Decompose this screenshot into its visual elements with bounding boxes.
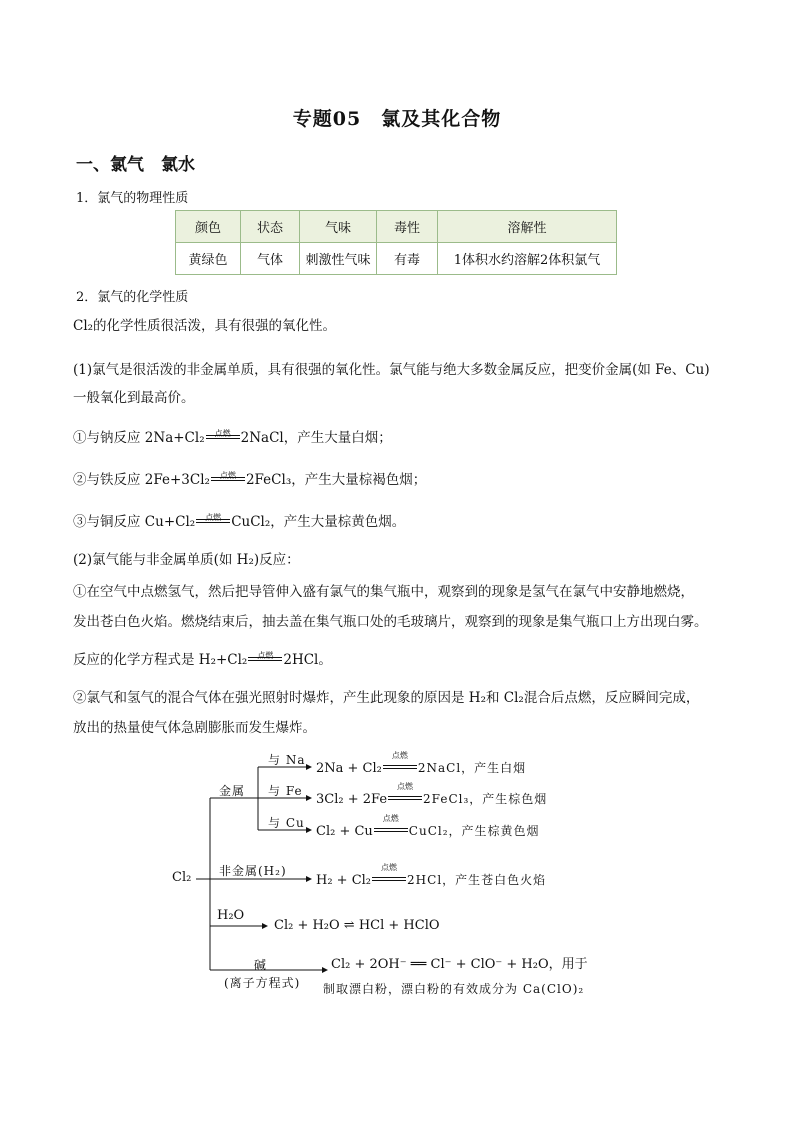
para-2b-line-1: ②氯气和氢气的混合气体在强光照射时爆炸，产生此现象的原因是 H₂和 Cl₂混合后点燃，反应瞬间完成，	[73, 690, 700, 706]
reaction-hydrogen: 反应的化学方程式是 H₂+Cl₂ 点燃 2HCl。	[73, 651, 332, 668]
table-cell: 气体	[241, 243, 300, 275]
reaction-arrow: 点燃	[388, 790, 422, 804]
diagram-eq-base-line-2: 制取漂白粉，漂白粉的有效成分为 Ca(ClO)₂	[323, 982, 585, 996]
page-title: 专题05 氯及其化合物	[292, 108, 502, 130]
para-1-line-1: (1)氯气是很活泼的非金属单质，具有很强的氧化性。氯气能与绝大多数金属反应，把变价金属(如 Fe、Cu)	[73, 362, 710, 378]
branch-base-sublabel: (离子方程式)	[224, 976, 301, 990]
reaction-arrow: 点燃	[196, 513, 230, 527]
branch-nonmetal-label: 非金属(H₂)	[219, 864, 287, 878]
para-2: (2)氯气能与非金属单质(如 H₂)反应：	[73, 552, 300, 568]
table-cell: 黄绿色	[176, 243, 241, 275]
diagram-eq-h2: H₂ + Cl₂ 点燃 2HCl，产生苍白色火焰	[316, 863, 547, 888]
branch-base-label: 碱	[254, 958, 268, 972]
diagram-root: Cl₂	[172, 870, 192, 885]
subheading-chemical: 2．氯气的化学性质	[76, 290, 189, 305]
branch-na-label: 与 Na	[268, 753, 306, 767]
table-cell: 有毒	[377, 243, 438, 275]
subheading-physical: 1．氯气的物理性质	[76, 191, 189, 206]
para-2a-line-2: 发出苍白色火焰。燃烧结束后，抽去盖在集气瓶口处的毛玻璃片，观察到的现象是集气瓶口上方出现白雾。	[73, 614, 708, 630]
diagram-eq-cu: Cl₂ + Cu 点燃 CuCl₂，产生棕黄色烟	[316, 814, 540, 839]
para-1-line-2: 一般氧化到最高价。	[73, 390, 195, 406]
diagram-eq-base-line-1: Cl₂ + 2OH⁻ ══ Cl⁻ + ClO⁻ + H₂O，用于	[331, 957, 588, 972]
table-header: 溶解性	[438, 211, 617, 243]
reaction-arrow: 点燃	[206, 429, 240, 443]
intro-text: Cl₂的化学性质很活泼，具有很强的氧化性。	[73, 318, 337, 334]
reaction-arrow: 点燃	[372, 871, 406, 885]
table-header: 颜色	[176, 211, 241, 243]
branch-fe-label: 与 Fe	[268, 784, 303, 798]
table-header: 气味	[300, 211, 377, 243]
reaction-sodium: ①与钠反应 2Na+Cl₂ 点燃 2NaCl，产生大量白烟；	[73, 429, 392, 446]
diagram-eq-na: 2Na + Cl₂ 点燃 2NaCl，产生白烟	[316, 751, 527, 776]
table-header: 毒性	[377, 211, 438, 243]
reaction-arrow: 点燃	[211, 471, 245, 485]
reaction-iron: ②与铁反应 2Fe+3Cl₂ 点燃 2FeCl₃，产生大量棕褐色烟；	[73, 471, 427, 488]
section-heading: 一、氯气 氯水	[76, 155, 195, 175]
reaction-copper: ③与铜反应 Cu+Cl₂ 点燃 CuCl₂，产生大量棕黄色烟。	[73, 513, 406, 530]
para-2a-line-1: ①在空气中点燃氢气，然后把导管伸入盛有氯气的集气瓶中，观察到的现象是氢气在氯气中安静地燃烧，	[73, 584, 694, 600]
branch-metal-label: 金属	[219, 784, 246, 798]
table-cell: 1体积水约溶解2体积氯气	[438, 243, 617, 275]
table-header: 状态	[241, 211, 300, 243]
reaction-arrow: 点燃	[383, 759, 417, 773]
para-2b-line-2: 放出的热量使气体急剧膨胀而发生爆炸。	[73, 720, 316, 736]
diagram-eq-water: Cl₂ + H₂O ⇌ HCl + HClO	[274, 918, 440, 933]
reaction-arrow: 点燃	[248, 651, 282, 665]
branch-cu-label: 与 Cu	[268, 816, 305, 830]
branch-water-label: H₂O	[217, 908, 245, 923]
diagram-eq-fe: 3Cl₂ + 2Fe 点燃 2FeCl₃，产生棕色烟	[316, 782, 548, 807]
reaction-arrow: 点燃	[374, 822, 408, 836]
table-cell: 刺激性气味	[300, 243, 377, 275]
